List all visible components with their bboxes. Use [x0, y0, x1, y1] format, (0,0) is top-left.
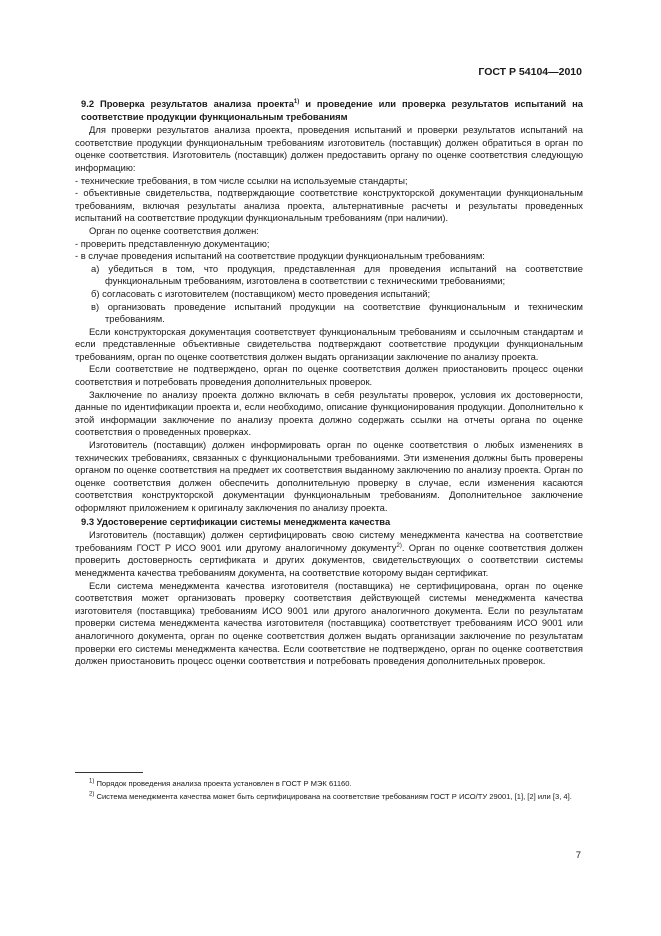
paragraph: Если соответствие не подтверждено, орган по оценке соответствия должен приостановить процесс оценки соответствия и потребовать проведения дополнительных проверок. — [75, 363, 583, 388]
section-9-3-heading: 9.3 Удостоверение сертификации системы менеджмента качества — [81, 515, 391, 527]
list-item: - технические требования, в том числе ссылки на используемые стандарты; — [75, 174, 408, 186]
document-code: ГОСТ Р 54104—2010 — [478, 66, 582, 78]
paragraph: Заключение по анализу проекта должно включать в себя результаты проверок, условия их достоверности, данные по идентификации проекта и, если необходимо, описание функционирования продукции. Дополнительно к этой информации заключение по анализу проекта должно содержать ссылки на отчеты органа по оценке соответствия о проведенных проверках. — [75, 388, 583, 438]
list-subitem: а) убедиться в том, что продукция, представленная для проведения испытаний на соответствие функциональным требованиям, изготовлена в соответствии с техническими требованиями; — [91, 262, 583, 287]
paragraph: Орган по оценке соответствия должен: — [89, 224, 259, 236]
page-number: 7 — [575, 850, 581, 861]
footnotes — [75, 778, 583, 803]
paragraph: Если система менеджмента качества изготовителя (поставщика) не сертифицирована, орган по оценке соответствия может организовать проверку соответствия действующей системы менеджмента качества изготовителя (поставщика) требованиям ИСО 9001 или другого аналогичного документа. Если по результатам проверки система менеджмента качества изготовителя (поставщика) соответствует требованиям ИСО 9001 или аналогичного документа, орган по оценке соответствия должен выдать организации заключение по результатам проверки его системы менеджмента качества. Если соответствие не подтверждено, орган по оценке соответствия должен приостановить процесс оценки соответствия и потребовать проведения дополнительных проверок. — [75, 579, 583, 667]
footnote-1: $^{1)}$ Порядок проведения анализа проекта установлен в ГОСТ Р МЭК 61160. — [89, 778, 352, 788]
footnote-divider — [75, 772, 143, 773]
paragraph: Если конструкторская документация соответствует функциональным требованиям и ссылочным стандартам и если представленные объективные свидетельства подтверждают соответствие продукции функциональным требованиям, орган по оценке соответствия должен выдать организации заключение по анализу проекта. — [75, 325, 583, 362]
list-item: - объективные свидетельства, подтверждающие соответствие конструкторской документации функциональным требованиям, включая результаты анализа проекта, альтернативные расчеты и результаты проведенных испытаний на соответствие продукции функциональным требованиям (при наличии). — [75, 187, 583, 224]
footnote-ref-2[interactable]: 2) — [396, 542, 402, 549]
list-item: - в случае проведения испытаний на соответствие продукции функциональным требованиям: — [75, 250, 485, 262]
list-subitem: б) согласовать с изготовителем (поставщиком) место проведения испытаний; — [91, 287, 431, 299]
footnote-ref-1[interactable]: 1) — [293, 98, 300, 105]
main-content — [75, 97, 583, 668]
paragraph: Изготовитель (поставщик) должен сертифицировать свою систему менеджмента качества на соответствие требованиям ГОСТ Р ИСО 9001 или другому аналогичному документу$^{2)}$. Орган по оценке соответствия должен проверить достоверность сертификата и других документов, свидетельствующих о соответствии системы менеджмента качества требованиям документа, на соответствие которому выдан сертификат. — [75, 529, 583, 578]
list-item: - проверить представленную документацию; — [75, 237, 270, 249]
paragraph: Изготовитель (поставщик) должен информировать орган по оценке соответствия о любых изменениях в технических требованиях, связанных с функциональными требованиями. Эти изменения должны быть проверены органом по оценке соответствия на предмет их соответствия выданному заключению по анализу проекта. Орган по оценке соответствия должен обеспечить дополнительную проверку в случае, если изменения касаются соответствия конструкторской документации функциональным требованиям. Дополнительное заключение оформляют приложением к оригиналу заключения по анализу проекта. — [75, 439, 583, 513]
section-9-2-heading: 9.2 Проверка результатов анализа проекта$^{1)}$ и проведение или проверка результатов испытаний на соответствие продукции функциональным требованиям — [81, 98, 583, 122]
footnote-2: $^{2)}$ Система менеджмента качества может быть сертифицирована на соответствие требованиям ГОСТ Р ИСО/ТУ 29001, [1], [2] или [3, 4]. — [89, 790, 572, 801]
paragraph: Для проверки результатов анализа проекта, проведения испытаний и проверки результатов испытаний на соответствие продукции функциональным требованиям изготовитель (поставщик) должен обратиться в орган по оценке соответствия. Изготовитель (поставщик) должен предоставить органу по оценке соответствия следующую информацию: — [75, 124, 583, 173]
list-subitem: в) организовать проведение испытаний продукции на соответствие функциональным и техническим требованиям. — [91, 300, 583, 325]
